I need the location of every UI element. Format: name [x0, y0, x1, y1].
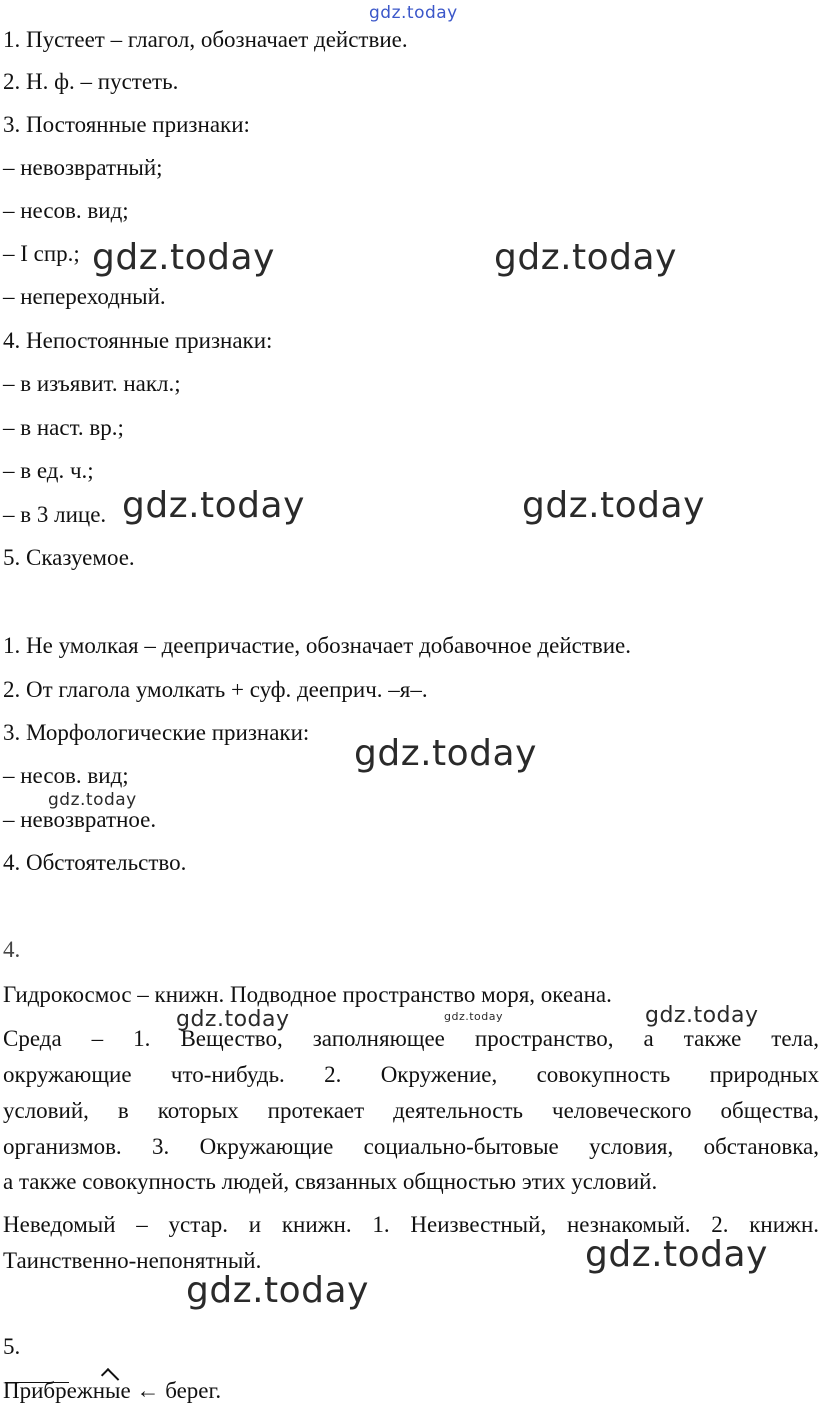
- watermark-10: gdz.today: [585, 1234, 768, 1275]
- s3-def-2-line-2: окружающие что-нибудь. 2. Окружение, совокупность природных: [3, 1062, 819, 1087]
- s1-line-4: – невозвратный;: [3, 155, 163, 180]
- s3-def-1: Гидрокосмос – книжн. Подводное пространство моря, океана.: [3, 982, 612, 1007]
- s1-line-8: 4. Непостоянные признаки:: [3, 328, 273, 353]
- watermark-3: gdz.today: [122, 485, 305, 526]
- s3-def-2-line-3: условий, в которых протекает деятельность человеческого общества,: [3, 1098, 819, 1123]
- watermark-9: gdz.today: [645, 1003, 759, 1028]
- s3-number: 4.: [3, 937, 21, 962]
- s4-line-1: Прибрежные ← берег.: [3, 1378, 222, 1403]
- s1-line-3: 3. Постоянные признаки:: [3, 112, 250, 137]
- s2-line-3: 3. Морфологические признаки:: [3, 720, 310, 745]
- s4-number: 5.: [3, 1334, 21, 1359]
- s3-def-2-line-1: Среда – 1. Вещество, заполняющее пространство, а также тела,: [3, 1026, 819, 1051]
- watermark-5: gdz.today: [354, 733, 537, 774]
- s2-line-6: 4. Обстоятельство.: [3, 850, 187, 875]
- s3-def-2-line-4: организмов. 3. Окружающие социально-бытовые условия, обстановка,: [3, 1134, 819, 1159]
- watermark-top: gdz.today: [369, 3, 458, 23]
- s2-line-1: 1. Не умолкая – деепричастие, обозначает добавочное действие.: [3, 633, 632, 658]
- s1-line-11: – в ед. ч.;: [3, 458, 94, 483]
- s1-line-5: – несов. вид;: [3, 198, 129, 223]
- s3-def-3-line-2: Таинственно-непонятный.: [3, 1248, 262, 1273]
- s2-line-5: – невозвратное.: [3, 807, 157, 832]
- s2-line-4: – несов. вид;: [3, 763, 129, 788]
- s1-line-2: 2. Н. ф. – пустеть.: [3, 69, 179, 94]
- s1-line-7: – непереходный.: [3, 284, 166, 309]
- s3-def-2-line-5: а также совокупность людей, связанных общностью этих условий.: [3, 1169, 658, 1194]
- watermark-2: gdz.today: [494, 237, 677, 278]
- s3-def-3-line-1: Неведомый – устар. и книжн. 1. Неизвестный, незнакомый. 2. книжн.: [3, 1212, 819, 1237]
- s1-line-10: – в наст. вр.;: [3, 415, 124, 440]
- watermark-11: gdz.today: [186, 1270, 369, 1311]
- watermark-4: gdz.today: [522, 485, 705, 526]
- watermark-6: gdz.today: [48, 790, 137, 810]
- s1-line-12: – в 3 лице.: [3, 502, 107, 527]
- watermark-8: gdz.today: [444, 1010, 504, 1023]
- s1-line-9: – в изъявит. накл.;: [3, 371, 181, 396]
- s1-line-13: 5. Сказуемое.: [3, 545, 135, 570]
- watermark-1: gdz.today: [92, 237, 275, 278]
- watermark-7: gdz.today: [176, 1007, 290, 1032]
- s1-line-6: – I спр.;: [3, 241, 80, 266]
- s1-line-1: 1. Пустеет – глагол, обозначает действие.: [3, 27, 408, 52]
- s2-line-2: 2. От глагола умолкать + суф. дееприч. –я–.: [3, 677, 428, 702]
